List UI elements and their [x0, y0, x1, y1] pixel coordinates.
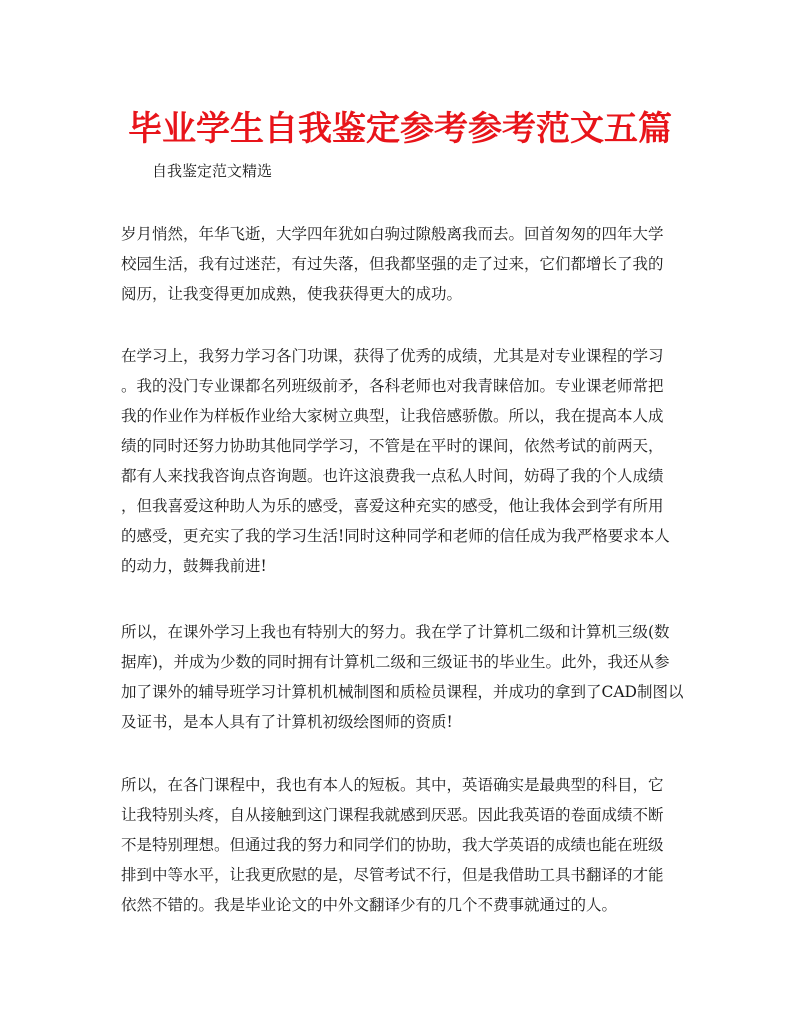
- paragraph-line: 据库)，并成为少数的同时拥有计算机二级和三级证书的毕业生。此外，我还从参: [121, 653, 670, 671]
- paragraph-line: 阅历，让我变得更加成熟，使我获得更大的成功。: [121, 285, 463, 303]
- paragraph-2: [121, 341, 681, 581]
- paragraph-line: 所以，在课外学习上我也有特别大的努力。我在学了计算机二级和计算机三级(数: [121, 623, 670, 641]
- paragraph-line: 在学习上，我努力学习各门功课，获得了优秀的成绩，尤其是对专业课程的学习: [121, 347, 664, 365]
- paragraph-line: 及证书，是本人具有了计算机初级绘图师的资质!: [121, 713, 453, 731]
- paragraph-3: [121, 617, 684, 737]
- paragraph-line: 不是特别理想。但通过我的努力和同学们的协助，我大学英语的成绩也能在班级: [121, 836, 664, 854]
- paragraph-line: 都有人来找我咨询点咨询题。也许这浪费我一点私人时间，妨碍了我的个人成绩: [121, 467, 664, 485]
- paragraph-line: 。我的没门专业课都名列班级前矛，各科老师也对我青睐倍加。专业课老师常把: [121, 377, 664, 395]
- paragraph-line: 的动力，鼓舞我前进!: [121, 557, 267, 575]
- paragraph-4: [121, 770, 681, 920]
- document-title: 毕业学生自我鉴定参考参考范文五篇: [128, 109, 672, 149]
- paragraph-1: [121, 219, 681, 309]
- paragraph-line: 依然不错的。我是毕业论文的中外文翻译少有的几个不费事就通过的人。: [121, 896, 618, 914]
- paragraph-line: 排到中等水平，让我更欣慰的是，尽管考试不行，但是我借助工具书翻译的才能: [121, 866, 664, 884]
- paragraph-line: 校园生活，我有过迷茫，有过失落，但我都坚强的走了过来，它们都增长了我的: [121, 255, 664, 273]
- paragraph-line: 绩的同时还努力协助其他同学学习，不管是在平时的课间，依然考试的前两天，: [121, 437, 664, 455]
- paragraph-line: 所以，在各门课程中，我也有本人的短板。其中，英语确实是最典型的科目，它: [121, 776, 664, 794]
- paragraph-line: 岁月悄然，年华飞逝，大学四年犹如白驹过隙般离我而去。回首匆匆的四年大学: [121, 225, 664, 243]
- paragraph-line: 加了课外的辅导班学习计算机机械制图和质检员课程，并成功的拿到了CAD制图以: [121, 683, 684, 701]
- document-subtitle: 自我鉴定范文精选: [152, 162, 273, 180]
- paragraph-line: ，但我喜爱这种助人为乐的感受，喜爱这种充实的感受，他让我体会到学有所用: [121, 497, 664, 515]
- paragraph-line: 我的作业作为样板作业给大家树立典型，让我倍感骄傲。所以，我在提高本人成: [121, 407, 664, 425]
- paragraph-line: 让我特别头疼，自从接触到这门课程我就感到厌恶。因此我英语的卷面成绩不断: [121, 806, 664, 824]
- paragraph-line: 的感受，更充实了我的学习生活!同时这种同学和老师的信任成为我严格要求本人: [121, 527, 670, 545]
